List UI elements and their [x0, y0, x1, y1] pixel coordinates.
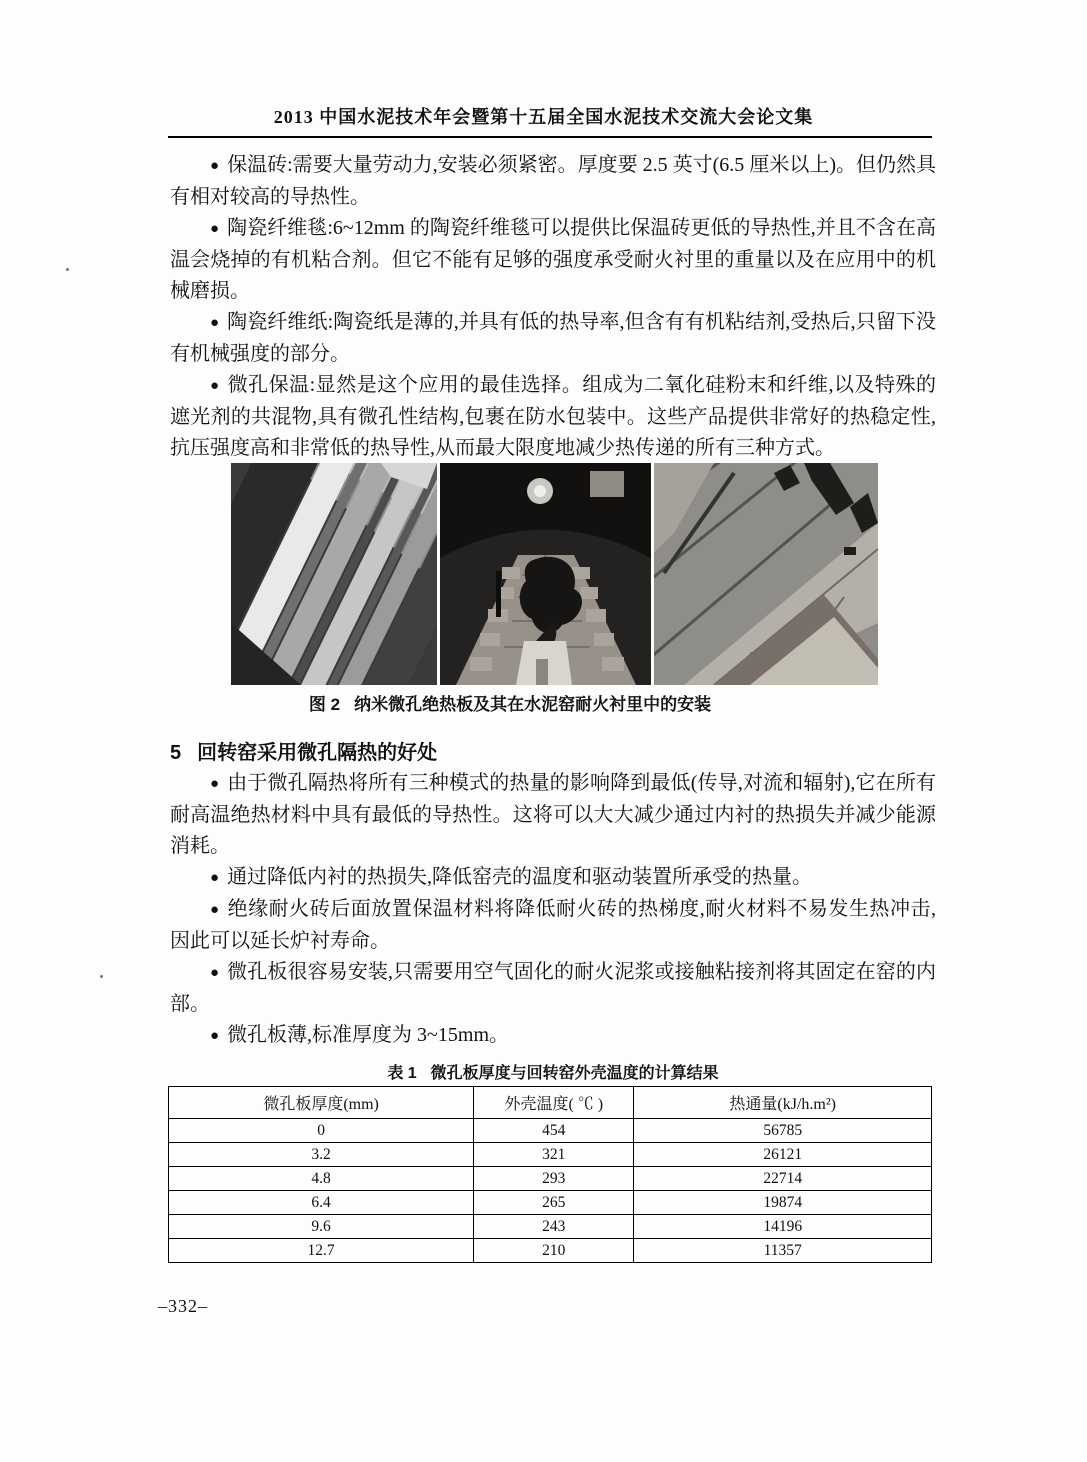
scan-speck [100, 975, 103, 978]
cell-shell-temp: 243 [474, 1215, 634, 1239]
cell-heat-flux: 14196 [634, 1215, 932, 1239]
figure2-photo-kiln-interior [440, 463, 651, 685]
paragraph-text: 通过降低内衬的热损失,降低窑壳的温度和驱动装置所承受的热量。 [227, 866, 813, 888]
bullet-icon: ● [210, 902, 220, 918]
bullet-icon: ● [210, 378, 220, 394]
cell-shell-temp: 293 [474, 1167, 634, 1191]
figure2-caption-label: 图 2 [308, 695, 341, 714]
cell-thickness: 3.2 [169, 1143, 474, 1167]
cell-heat-flux: 19874 [634, 1191, 932, 1215]
bullet-icon: ● [210, 158, 220, 174]
paragraph-text: 微孔板薄,标准厚度为 3~15mm。 [227, 1024, 509, 1046]
paragraph-text: 陶瓷纤维纸:陶瓷纸是薄的,并具有低的热导率,但含有有机粘结剂,受热后,只留下没有机械强度的部分。 [170, 311, 937, 365]
table1-microporous-thickness-results [168, 1086, 932, 1263]
section5-bullet-list [170, 768, 936, 1052]
paragraph-text: 绝缘耐火砖后面放置保温材料将降低耐火砖的热梯度,耐火材料不易发生热冲击,因此可以延长炉衬寿命。 [170, 898, 937, 952]
section5-number: 5 [170, 742, 182, 764]
bullet-icon: ● [210, 1028, 220, 1044]
cell-heat-flux: 26121 [634, 1143, 932, 1167]
bullet-paragraph [170, 894, 936, 957]
bullet-icon: ● [210, 776, 220, 792]
table-row [169, 1215, 932, 1239]
table1-caption-text: 微孔板厚度与回转窑外壳温度的计算结果 [430, 1065, 719, 1082]
figure2-photo-brick-lining [654, 463, 878, 685]
table1-caption-label: 表 1 [387, 1065, 417, 1082]
cell-heat-flux: 11357 [634, 1239, 932, 1263]
intro-bullet-list [170, 150, 936, 464]
cell-thickness: 4.8 [169, 1167, 474, 1191]
col-header-shell-temp: 外壳温度( ℃ ) [474, 1087, 634, 1119]
bullet-icon: ● [210, 221, 220, 237]
table-row [169, 1119, 932, 1143]
cell-heat-flux: 56785 [634, 1119, 932, 1143]
cell-shell-temp: 210 [474, 1239, 634, 1263]
table-header-row [169, 1087, 932, 1119]
col-header-heat-flux: 热通量(kJ/h.m²) [634, 1087, 932, 1119]
section5-title: 回转窑采用微孔隔热的好处 [197, 742, 438, 764]
paragraph-text: 保温砖:需要大量劳动力,安装必须紧密。厚度要 2.5 英寸(6.5 厘米以上)。但仍然具有相对较高的导热性。 [170, 154, 936, 208]
bullet-paragraph [170, 957, 936, 1020]
cell-thickness: 0 [169, 1119, 474, 1143]
cell-thickness: 9.6 [169, 1215, 474, 1239]
bullet-paragraph [170, 307, 936, 370]
section5-heading [170, 736, 936, 765]
figure2-photo-insulation-boards [231, 463, 437, 685]
bullet-paragraph [170, 213, 936, 307]
figure2-photo-strip [231, 463, 878, 685]
figure2-caption-text: 纳米微孔绝热板及其在水泥窑耐火衬里中的安装 [354, 695, 712, 714]
page-number: –332– [158, 1296, 208, 1316]
col-header-thickness: 微孔板厚度(mm) [169, 1087, 474, 1119]
running-header: 2013 中国水泥技术年会暨第十五届全国水泥技术交流大会论文集 [273, 107, 814, 127]
bullet-icon: ● [210, 315, 220, 331]
table-row [169, 1191, 932, 1215]
paragraph-text: 由于微孔隔热将所有三种模式的热量的影响降到最低(传导,对流和辐射),它在所有耐高温绝热材料中具有最低的导热性。这将可以大大减少通过内衬的热损失并减少能源消耗。 [170, 772, 936, 857]
cell-heat-flux: 22714 [634, 1167, 932, 1191]
cell-thickness: 6.4 [169, 1191, 474, 1215]
bullet-icon: ● [210, 965, 220, 981]
bullet-paragraph [170, 1020, 936, 1052]
table-row [169, 1239, 932, 1263]
table-row [169, 1167, 932, 1191]
paragraph-text: 陶瓷纤维毯:6~12mm 的陶瓷纤维毯可以提供比保温砖更低的导热性,并且不含在高温会烧掉的有机粘合剂。但它不能有足够的强度承受耐火衬里的重量以及在应用中的机械磨损。 [170, 217, 936, 302]
bullet-paragraph [170, 150, 936, 213]
header-rule [168, 136, 932, 138]
bullet-paragraph [170, 862, 936, 894]
paragraph-text: 微孔保温:显然是这个应用的最佳选择。组成为二氧化硅粉末和纤维,以及特殊的遮光剂的共混物,具有微孔性结构,包裹在防水包装中。这些产品提供非常好的热稳定性,抗压强度高和非常低的热导性,从而最大限度地减少热传递的所有三种方式。 [170, 374, 936, 459]
bullet-paragraph [170, 768, 936, 862]
bullet-paragraph [170, 370, 936, 464]
cell-thickness: 12.7 [169, 1239, 474, 1263]
scan-speck [66, 268, 69, 271]
figure2-caption [170, 690, 850, 715]
cell-shell-temp: 265 [474, 1191, 634, 1215]
bullet-icon: ● [210, 870, 220, 886]
table1-caption [170, 1060, 936, 1083]
table-row [169, 1143, 932, 1167]
paragraph-text: 微孔板很容易安装,只需要用空气固化的耐火泥浆或接触粘接剂将其固定在窑的内部。 [170, 961, 936, 1015]
cell-shell-temp: 321 [474, 1143, 634, 1167]
cell-shell-temp: 454 [474, 1119, 634, 1143]
